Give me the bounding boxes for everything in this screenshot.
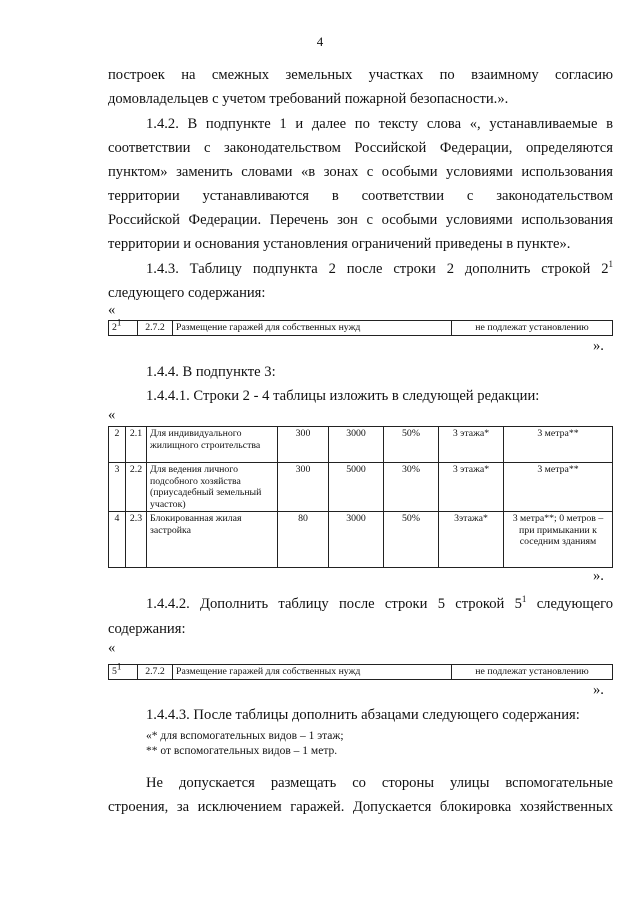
table-cell: Для индивидуального жилищного строительства <box>147 427 278 463</box>
paragraph-line: Не допускается размещать со стороны улицы вспомогательные <box>146 775 613 791</box>
table-cell: не подлежат установлению <box>452 321 613 336</box>
paragraph-line: 1.4.4. В подпункте 3: <box>146 364 276 380</box>
paragraph-line: домовладельцев с учетом требований пожарной безопасности.». <box>108 91 509 107</box>
table-cell: 2.3 <box>126 512 147 568</box>
table-cell: не подлежат установлению <box>452 665 613 680</box>
table-cell: 300 <box>278 463 329 512</box>
paragraph-line: территории и основания установления ограничений приведены в пункте». <box>108 236 571 252</box>
table-cell: $2^1$ <box>109 321 138 336</box>
paragraph-line: содержания: <box>108 621 186 637</box>
paragraph-line: следующего содержания: <box>108 285 266 301</box>
page-number: 4 <box>316 34 324 49</box>
table-cell: Размещение гаражей для собственных нужд <box>173 665 452 680</box>
footnote-line: ** от вспомогательных видов – 1 метр. <box>146 745 338 757</box>
garage-table <box>108 317 613 336</box>
table-row <box>109 427 613 463</box>
paragraph-line: 1.4.4.2. Дополнить таблицу после строки 5 строкой $5^1$ следующего <box>146 594 613 612</box>
quote-open: « <box>108 302 116 318</box>
table-row <box>109 463 613 512</box>
table-cell: $5^1$ <box>109 665 138 680</box>
table-cell: 2.7.2 <box>138 665 173 680</box>
table-row <box>109 512 613 568</box>
table-cell: 3этажа* <box>439 512 504 568</box>
footnote-line: «* для вспомогательных видов – 1 этаж; <box>146 730 344 742</box>
paragraph-line: строения, за исключением гаражей. Допускается блокировка хозяйственных <box>108 799 613 815</box>
table-cell: 3 этажа* <box>439 427 504 463</box>
paragraph-line: 1.4.4.1. Строки 2 - 4 таблицы изложить в следующей редакции: <box>146 388 540 404</box>
table-row <box>109 321 613 336</box>
table-row <box>109 665 613 680</box>
table-cell: 3000 <box>329 512 384 568</box>
table-cell: 50% <box>384 427 439 463</box>
table-cell: 4 <box>109 512 126 568</box>
paragraph-line: 1.4.3. Таблицу подпункта 2 после строки 2 дополнить строкой $2^1$ <box>146 259 613 277</box>
table-cell: 300 <box>278 427 329 463</box>
paragraph-line: пунктом» заменить словами «в зонах с особыми условиями использования <box>108 164 613 180</box>
paragraph-line: построек на смежных земельных участках по взаимному согласию <box>108 67 613 83</box>
table-cell: 2 <box>109 427 126 463</box>
table-cell: 3 метра**; 0 метров – при примыкании к соседним зданиям <box>504 512 613 568</box>
table-cell: Блокированная жилая застройка <box>147 512 278 568</box>
quote-open: « <box>108 640 116 656</box>
garage-table-2 <box>108 661 613 680</box>
table-cell: 50% <box>384 512 439 568</box>
table-cell: 3 метра** <box>504 427 613 463</box>
table-cell: Для ведения личного подсобного хозяйства (приусадебный земельный участок) <box>147 463 278 512</box>
table-cell: 30% <box>384 463 439 512</box>
paragraph-line: 1.4.4.3. После таблицы дополнить абзацами следующего содержания: <box>146 707 580 723</box>
table-cell: 3 этажа* <box>439 463 504 512</box>
table-cell: Размещение гаражей для собственных нужд <box>173 321 452 336</box>
table-cell: 2.2 <box>126 463 147 512</box>
paragraph-line: 1.4.2. В подпункте 1 и далее по тексту слова «, устанавливаемые в <box>146 116 613 132</box>
table-cell: 80 <box>278 512 329 568</box>
table-cell: 5000 <box>329 463 384 512</box>
quote-close: ». <box>593 338 604 354</box>
table-cell: 2.1 <box>126 427 147 463</box>
paragraph-line: территории устанавливаются в соответствии с законодательством <box>108 188 613 204</box>
quote-close: ». <box>593 568 604 584</box>
quote-open: « <box>108 407 116 423</box>
quote-close: ». <box>593 682 604 698</box>
standards-table <box>108 426 613 568</box>
paragraph-line: Российской Федерации. Перечень зон с особыми условиями использования <box>108 212 613 228</box>
table-cell: 3 метра** <box>504 463 613 512</box>
table-cell: 2.7.2 <box>138 321 173 336</box>
table-cell: 3 <box>109 463 126 512</box>
paragraph-line: соответствии с законодательством Российской Федерации, определяются <box>108 140 613 156</box>
table-cell: 3000 <box>329 427 384 463</box>
